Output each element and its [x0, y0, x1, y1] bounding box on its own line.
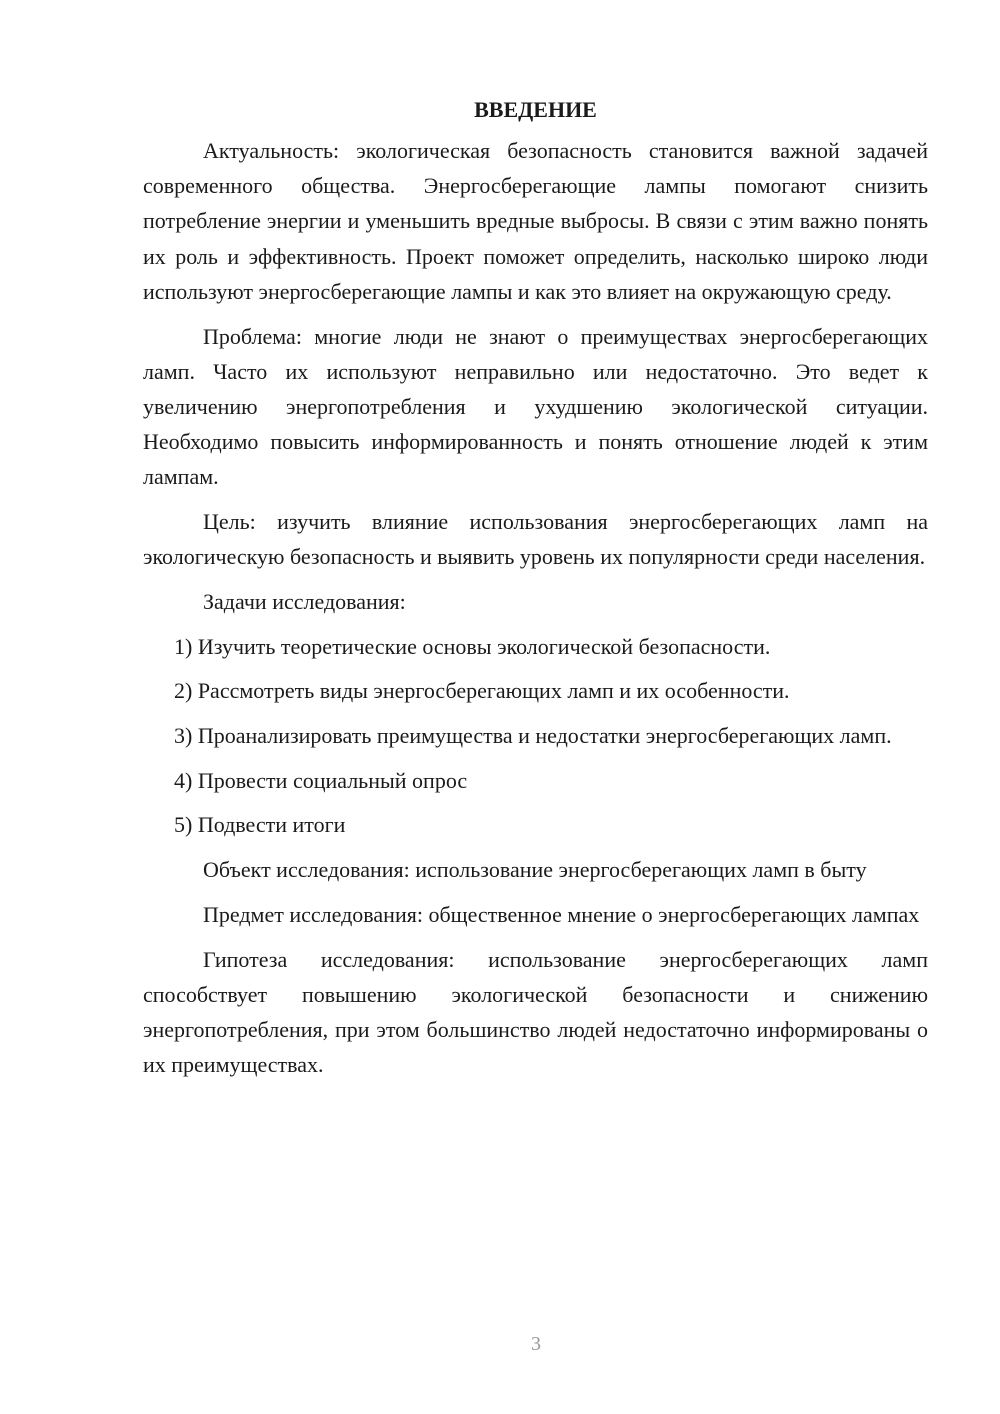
object-paragraph: Объект исследования: использование энергосберегающих ламп в быту	[203, 857, 867, 883]
task-item-2: 2) Рассмотреть виды энергосберегающих ламп и их особенности.	[174, 678, 790, 704]
tasks-heading: Задачи исследования:	[203, 588, 406, 614]
goal-paragraph: Цель: изучить влияние использования энергосберегающих ламп на экологическую безопасность и выявить уровень их популярности среди населения.	[143, 509, 928, 570]
page-title: ВВЕДЕНИЕ	[474, 97, 597, 122]
page-number: 3	[531, 1333, 541, 1355]
relevance-paragraph: Актуальность: экологическая безопасность становится важной задачей современного общества. Энергосберегающие лампы помогают снизить потребление энергии и уменьшить вредные выбросы. В связи с этим важно понять их роль и эффективность. Проект поможет определить, насколько широко люди используют энергосберегающие лампы и как это влияет на окружающую среду.	[143, 138, 928, 304]
task-item-5: 5) Подвести итоги	[174, 812, 346, 838]
hypothesis-paragraph: Гипотеза исследования: использование энергосберегающих ламп способствует повышению экологической безопасности и снижению энергопотребления, при этом большинство людей недостаточно информированы о их преимуществах.	[143, 946, 928, 1078]
task-item-1: 1) Изучить теоретические основы экологической безопасности.	[174, 633, 771, 659]
task-item-3: 3) Проанализировать преимущества и недостатки энергосберегающих ламп.	[174, 723, 892, 749]
task-item-4: 4) Провести социальный опрос	[174, 767, 468, 793]
problem-paragraph: Проблема: многие люди не знают о преимуществах энергосберегающих ламп. Часто их используют неправильно или недостаточно. Это ведет к увеличению энергопотребления и ухудшению экологической ситуации. Необходимо повысить информированность и понять отношение людей к этим лампам.	[143, 323, 928, 490]
document-page	[143, 92, 928, 1092]
subject-paragraph: Предмет исследования: общественное мнение о энергосберегающих лампах	[203, 901, 920, 927]
